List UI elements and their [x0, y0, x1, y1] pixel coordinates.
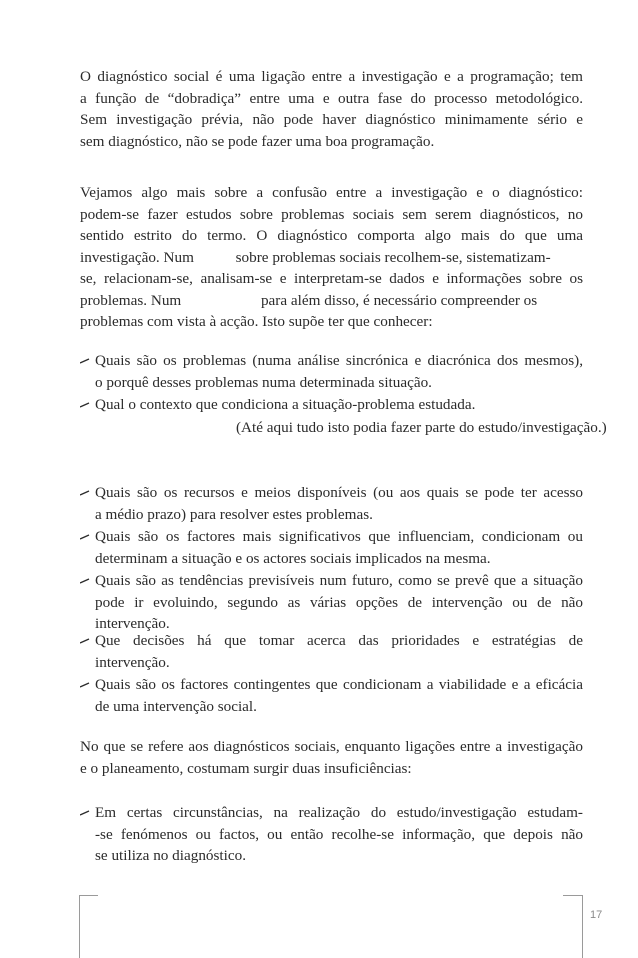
paragraph-2	[80, 182, 583, 333]
text-line: -se fenómenos ou factos, ou então recolhe-se informação, que depois não	[95, 825, 583, 843]
text-line: pode ir evoluindo, segundo as várias opções de intervenção ou de não	[95, 593, 583, 611]
frame-corner-right	[563, 895, 582, 896]
text-line: intervenção.	[95, 615, 170, 632]
text-line: Quais são os factores mais significativos que influenciam, condicionam ou	[95, 528, 583, 545]
frame-edge-right	[582, 895, 583, 958]
text-line: Em certas circunstâncias, na realização do estudo/investigação estudam-	[95, 804, 583, 821]
text-line: problemas. Num para além disso, é necessário compreender os	[80, 291, 538, 309]
inline-note: (Até aqui tudo isto podia fazer parte do estudo/investigação.)	[236, 419, 607, 436]
text-line: intervenção.	[95, 653, 170, 671]
text-line: determinam a situação e os actores sociais implicados na mesma.	[95, 549, 491, 567]
text-line: Quais são as tendências previsíveis num futuro, como se prevê que a situação	[95, 572, 583, 589]
text-line: Sem investigação prévia, não pode haver diagnóstico minimamente sério e	[80, 111, 583, 128]
text-line: No que se refere aos diagnósticos sociais, enquanto ligações entre a investigação	[80, 738, 583, 755]
paragraph-3	[80, 736, 583, 779]
page-number: 17	[590, 909, 603, 921]
text-line: podem-se fazer estudos sobre problemas sociais sem serem diagnósticos, no	[80, 205, 583, 223]
text-line: Vejamos algo mais sobre a confusão entre a investigação e o diagnóstico:	[80, 184, 583, 201]
text-line: sem diagnóstico, não se pode fazer uma boa programação.	[80, 132, 435, 150]
text-line: Qual o contexto que condiciona a situação-problema estudada.	[95, 396, 476, 413]
text-line: e o planeamento, costumam surgir duas insuficiências:	[80, 759, 412, 777]
text-line: Que decisões há que tomar acerca das prioridades e estratégias de	[95, 632, 583, 649]
text-line: o porquê desses problemas numa determinada situação.	[95, 373, 432, 391]
text-line: sentido estrito do termo. O diagnóstico comporta algo mais do que uma	[80, 227, 583, 244]
text-line: se utiliza no diagnóstico.	[95, 847, 246, 864]
paragraph-1	[80, 66, 583, 152]
text-line: Quais são os problemas (numa análise sincrónica e diacrónica dos mesmos),	[95, 352, 583, 369]
frame-corner-left	[79, 895, 98, 896]
text-line: de uma intervenção social.	[95, 697, 257, 715]
text-line: a função de “dobradiça” entre uma e outra fase do processo metodológico.	[80, 89, 583, 107]
text-line: Quais são os factores contingentes que condicionam a viabilidade e a eficácia	[95, 676, 583, 693]
frame-edge-left	[79, 895, 80, 958]
text-line: problemas com vista à acção. Isto supõe ter que conhecer:	[80, 313, 433, 330]
text-line: se, relacionam-se, analisam-se e interpretam-se dados e informações sobre os	[80, 270, 583, 287]
text-line: Quais são os recursos e meios disponíveis (ou aos quais se pode ter acesso	[95, 484, 583, 501]
text-line: O diagnóstico social é uma ligação entre a investigação e a programação; tem	[80, 68, 583, 85]
text-line: investigação. Num sobre problemas sociais recolhem-se, sistematizam-	[80, 248, 551, 266]
text-line: a médio prazo) para resolver estes problemas.	[95, 505, 373, 523]
